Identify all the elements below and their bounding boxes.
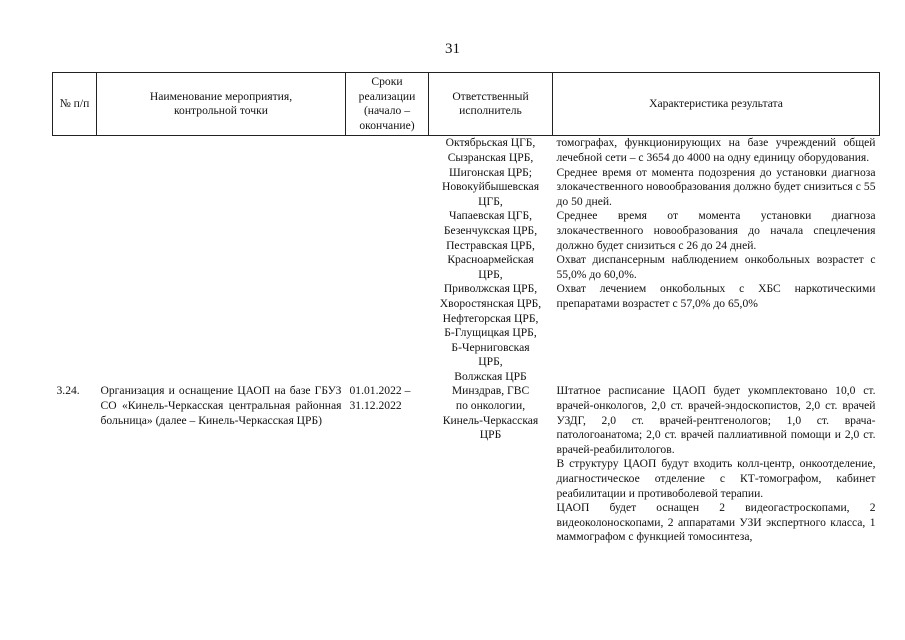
- header-dates-line: окончание): [359, 118, 415, 132]
- result-paragraph: Штатное расписание ЦАОП будет укомплектовано 10,0 ст. врачей-онкологов, 2,0 ст. врачей-эндоскопистов, 2,0 ст. врачей УЗДГ, 2,0 ст. врачей-рентгенологов; 1,0 ст. врача-патологоанатома; 2,0 ст. врачей паллиативной помощи и 2,0 ст. врачей-реабилитологов.: [556, 384, 876, 456]
- cell-number-empty: [53, 136, 97, 385]
- cell-dates-empty: [346, 136, 429, 385]
- responsible-line: Безенчукская ЦРБ,: [443, 223, 538, 237]
- table-header-row: [53, 73, 880, 136]
- result-paragraph: ЦАОП будет оснащен 2 видеогастроскопами, 2 видеоколоноскопами, 2 аппаратами УЗИ экспертного класса, 1 маммографом с функцией томосинтеза,: [556, 501, 876, 544]
- cell-dates: [346, 384, 429, 545]
- result-paragraph: Охват лечением онкобольных с ХБС наркотическими препаратами возрастет с 57,0% до 65,0%: [556, 282, 876, 310]
- date-start: 01.01.2022 –: [349, 384, 411, 398]
- responsible-line: Октябрьская ЦГБ,: [445, 136, 536, 150]
- table-row-3-24: [53, 384, 880, 545]
- cell-responsible: [429, 384, 553, 545]
- responsible-line: Красноармейская: [447, 253, 534, 267]
- header-dates-line: реализации: [358, 89, 416, 103]
- plan-table: [52, 72, 880, 545]
- responsible-line: ЦРБ,: [478, 355, 503, 369]
- responsible-line: Пестравская ЦРБ,: [446, 238, 535, 252]
- responsible-line: Кинель-Черкасская: [442, 413, 539, 427]
- responsible-line: Шигонская ЦРБ;: [448, 165, 533, 179]
- responsible-line: Волжская ЦРБ: [454, 369, 527, 383]
- cell-name: Организация и оснащение ЦАОП на базе ГБУЗ СО «Кинель-Черкасская центральная районная больница» (далее – Кинель-Черкасская ЦРБ): [100, 384, 342, 427]
- responsible-line: Чапаевская ЦГБ,: [448, 209, 533, 223]
- header-number: № п/п: [53, 73, 97, 136]
- cell-responsible: [429, 136, 553, 385]
- header-dates-line: Сроки: [371, 75, 403, 88]
- responsible-line: ЦРБ,: [478, 267, 503, 281]
- responsible-line: по онкологии,: [455, 399, 526, 413]
- responsible-line: Нефтегорская ЦРБ,: [442, 311, 539, 325]
- header-dates-line: (начало –: [363, 104, 411, 118]
- result-paragraph: Среднее время от момента установки диагноза злокачественного новообразования до начала спецлечения должно будет снизиться с 26 до 24 дней.: [556, 209, 876, 252]
- result-paragraph: Среднее время от момента подозрения до установки диагноза злокачественного новообразования должно будет снизиться с 55 до 50 дней.: [556, 165, 876, 208]
- result-paragraph: томографах, функционирующих на базе учреждений общей лечебной сети – с 3654 до 4000 на одну единицу оборудования.: [556, 136, 876, 164]
- date-end: 31.12.2022: [349, 399, 402, 413]
- cell-result: [553, 136, 880, 385]
- responsible-line: Приволжская ЦРБ,: [443, 282, 538, 296]
- responsible-line: ЦГБ,: [478, 194, 503, 208]
- header-result: Характеристика результата: [553, 73, 880, 136]
- responsible-line: Б-Глущицкая ЦРБ,: [444, 326, 537, 340]
- responsible-line: Минздрав, ГВС: [451, 384, 530, 398]
- header-responsible-line: исполнитель: [459, 104, 522, 118]
- cell-number: 3.24.: [56, 384, 80, 398]
- page-number: 31: [445, 41, 460, 57]
- table-row-continued: [53, 136, 880, 385]
- responsible-line: Б-Черниговская: [451, 340, 530, 354]
- header-responsible-line: Ответственный: [452, 89, 529, 103]
- responsible-line: Хворостянская ЦРБ,: [439, 296, 542, 310]
- header-responsible: [429, 73, 553, 136]
- responsible-line: ЦРБ: [479, 428, 502, 442]
- cell-name-empty: [97, 136, 346, 385]
- header-name: [97, 73, 346, 136]
- responsible-line: Сызранская ЦРБ,: [447, 150, 534, 164]
- result-paragraph: Охват диспансерным наблюдением онкобольных возрастет с 55,0% до 60,0%.: [556, 253, 876, 281]
- header-dates: [346, 73, 429, 136]
- header-name-line: контрольной точки: [174, 104, 268, 118]
- header-name-line: Наименование мероприятия,: [149, 89, 293, 103]
- responsible-line: Новокуйбышевская: [441, 180, 540, 194]
- cell-result: [553, 384, 880, 545]
- result-paragraph: В структуру ЦАОП будут входить колл-центр, онкоотделение, диагностическое отделение с КТ-томографом, кабинет реабилитации и противоболевой терапии.: [556, 457, 876, 500]
